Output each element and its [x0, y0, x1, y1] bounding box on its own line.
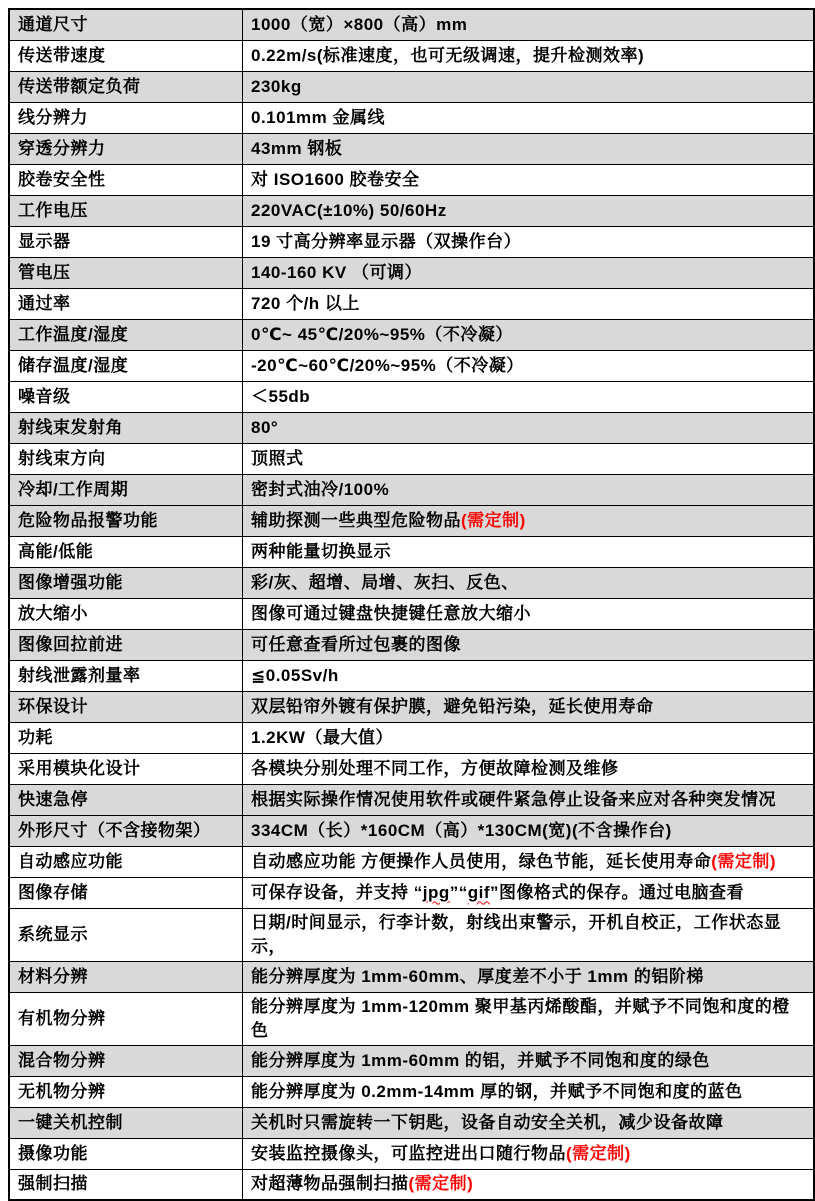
- value-text: 1.2KW（最大值）: [251, 727, 393, 747]
- value-text: 对超薄物品强制扫描: [251, 1174, 409, 1194]
- spec-row: [9, 412, 814, 443]
- spec-row: [9, 660, 814, 691]
- custom-required-note: (需定制): [461, 510, 526, 530]
- spec-row: [9, 1045, 814, 1076]
- spec-value: [243, 1169, 815, 1200]
- value-text: 0.22m/s(标准速度，也可无级调速，提升检测效率): [251, 45, 645, 65]
- spec-value: [243, 1107, 815, 1138]
- spec-value: [243, 567, 815, 598]
- spec-value: [243, 443, 815, 474]
- value-text: ”“: [449, 882, 468, 902]
- value-text: 图像可通过键盘快捷键任意放大缩小: [251, 603, 531, 623]
- spec-row: [9, 443, 814, 474]
- spec-label: 摄像功能: [9, 1138, 243, 1169]
- value-text: 334CM（长）*160CM（高）*130CM(宽)(不含操作台): [251, 820, 672, 840]
- spec-row: [9, 784, 814, 815]
- value-text: 能分辨厚度为 1mm-120mm 聚甲基丙烯酸酯，并赋予不同饱和度的橙色: [251, 996, 790, 1040]
- spec-row: [9, 133, 814, 164]
- spec-label: 危险物品报警功能: [9, 505, 243, 536]
- spec-value: [243, 71, 815, 102]
- spec-label: 功耗: [9, 722, 243, 753]
- value-text: 0.101mm 金属线: [251, 107, 385, 127]
- spec-value: [243, 877, 815, 908]
- spec-label: 传送带额定负荷: [9, 71, 243, 102]
- spec-value: [243, 195, 815, 226]
- value-text: 可保存设备，并支持 “: [251, 882, 423, 902]
- spec-label: 通道尺寸: [9, 9, 243, 40]
- spec-value: [243, 992, 815, 1045]
- spec-row: [9, 753, 814, 784]
- spec-row: [9, 992, 814, 1045]
- spec-row: [9, 629, 814, 660]
- spec-row: [9, 40, 814, 71]
- spec-value: [243, 474, 815, 505]
- spec-label: 线分辨力: [9, 102, 243, 133]
- value-text: 能分辨厚度为 1mm-60mm、厚度差不小于 1mm 的铝阶梯: [251, 966, 704, 986]
- spec-label: 强制扫描: [9, 1169, 243, 1200]
- spec-value: [243, 133, 815, 164]
- spec-row: [9, 350, 814, 381]
- spec-value: [243, 691, 815, 722]
- value-text: 双层铅帘外镀有保护膜，避免铅污染，延长使用寿命: [251, 696, 654, 716]
- value-text: 顶照式: [251, 448, 304, 468]
- spec-row: [9, 505, 814, 536]
- spec-label: 射线束发射角: [9, 412, 243, 443]
- value-text: 19 寸高分辨率显示器（双操作台）: [251, 231, 522, 251]
- spec-label: 自动感应功能: [9, 846, 243, 877]
- spec-row: [9, 1169, 814, 1200]
- spec-label: 显示器: [9, 226, 243, 257]
- spec-row: [9, 381, 814, 412]
- spec-row: [9, 102, 814, 133]
- spec-row: [9, 195, 814, 226]
- spec-label: 采用模块化设计: [9, 753, 243, 784]
- spec-label: 噪音级: [9, 381, 243, 412]
- custom-required-note: (需定制): [408, 1174, 474, 1194]
- spec-row: [9, 567, 814, 598]
- value-text: 能分辨厚度为 1mm-60mm 的铝，并赋予不同饱和度的绿色: [251, 1050, 710, 1070]
- spec-label: 系统显示: [9, 908, 243, 961]
- value-text: 230kg: [251, 76, 302, 96]
- spec-row: [9, 1076, 814, 1107]
- value-text: ≦0.05Sv/h: [251, 665, 339, 685]
- spec-label: 图像回拉前进: [9, 629, 243, 660]
- spec-value: [243, 350, 815, 381]
- value-text: ”图像格式的保存。通过电脑查看: [490, 882, 745, 902]
- value-text: 根据实际操作情况使用软件或硬件紧急停止设备来应对各种突发情况: [251, 789, 776, 809]
- spec-value: [243, 961, 815, 992]
- spec-label: 混合物分辨: [9, 1045, 243, 1076]
- spec-value: [243, 319, 815, 350]
- value-text: 密封式油冷/100%: [251, 479, 390, 499]
- spec-row: [9, 598, 814, 629]
- spec-label: 图像存储: [9, 877, 243, 908]
- value-text: 辅助探测一些典型危险物品: [251, 510, 461, 530]
- spec-row: [9, 722, 814, 753]
- spec-row: [9, 319, 814, 350]
- spec-label: 无机物分辨: [9, 1076, 243, 1107]
- spec-row: [9, 877, 814, 908]
- spec-value: [243, 722, 815, 753]
- spec-label: 一键关机控制: [9, 1107, 243, 1138]
- spec-row: [9, 288, 814, 319]
- spec-label: 储存温度/湿度: [9, 350, 243, 381]
- spec-label: 快速急停: [9, 784, 243, 815]
- value-text: 140-160 KV （可调）: [251, 262, 422, 282]
- value-text: 0℃~ 45℃/20%~95%（不冷凝）: [251, 324, 513, 344]
- spec-value: [243, 1076, 815, 1107]
- spec-label: 传送带速度: [9, 40, 243, 71]
- spec-label: 有机物分辨: [9, 992, 243, 1045]
- value-text: 日期/时间显示，行李计数，射线出束警示，开机自校正，工作状态显示，: [251, 912, 782, 956]
- spec-label: 冷却/工作周期: [9, 474, 243, 505]
- spec-label: 射线泄露剂量率: [9, 660, 243, 691]
- spec-label: 工作温度/湿度: [9, 319, 243, 350]
- spec-value: [243, 660, 815, 691]
- spec-label: 环保设计: [9, 691, 243, 722]
- spec-row: [9, 908, 814, 961]
- spec-label: 穿透分辨力: [9, 133, 243, 164]
- spec-table: [8, 8, 815, 1201]
- spec-label: 材料分辨: [9, 961, 243, 992]
- spec-row: [9, 257, 814, 288]
- spec-value: [243, 1045, 815, 1076]
- spec-row: [9, 71, 814, 102]
- spec-value: [243, 9, 815, 40]
- spec-value: [243, 784, 815, 815]
- spec-row: [9, 815, 814, 846]
- custom-required-note: (需定制): [711, 851, 777, 871]
- value-text: 720 个/h 以上: [251, 293, 360, 313]
- value-text: 1000（宽）×800（高）mm: [251, 14, 468, 34]
- spec-value: [243, 815, 815, 846]
- value-text: 关机时只需旋转一下钥匙，设备自动安全关机，减少设备故障: [251, 1112, 724, 1132]
- spec-row: [9, 691, 814, 722]
- spec-row: [9, 1107, 814, 1138]
- spec-value: [243, 1138, 815, 1169]
- spec-label: 通过率: [9, 288, 243, 319]
- spec-value: [243, 226, 815, 257]
- spec-row: [9, 474, 814, 505]
- spec-value: [243, 288, 815, 319]
- value-text: 对 ISO1600 胶卷安全: [251, 169, 420, 189]
- spec-label: 胶卷安全性: [9, 164, 243, 195]
- custom-required-note: (需定制): [566, 1143, 631, 1163]
- value-text: 可任意查看所过包裹的图像: [251, 634, 461, 654]
- spec-value: [243, 381, 815, 412]
- value-text: ＜55db: [251, 386, 311, 406]
- spec-value: [243, 257, 815, 288]
- spec-value: [243, 505, 815, 536]
- spec-value: [243, 629, 815, 660]
- spec-row: [9, 9, 814, 40]
- spec-row: [9, 846, 814, 877]
- spec-value: [243, 846, 815, 877]
- spec-value: [243, 753, 815, 784]
- spec-label: 外形尺寸（不含接物架）: [9, 815, 243, 846]
- spec-label: 工作电压: [9, 195, 243, 226]
- value-text: 80°: [251, 417, 279, 437]
- spec-row: [9, 1138, 814, 1169]
- spec-value: [243, 164, 815, 195]
- value-text: 220VAC(±10%) 50/60Hz: [251, 200, 447, 220]
- spellcheck-underlined-word: jpg: [422, 882, 450, 902]
- spec-label: 管电压: [9, 257, 243, 288]
- spec-row: [9, 164, 814, 195]
- value-text: 彩/灰、超增、局增、灰扫、反色、: [251, 572, 519, 592]
- spec-label: 图像增强功能: [9, 567, 243, 598]
- spec-row: [9, 961, 814, 992]
- spellcheck-underlined-word: gif: [467, 882, 491, 902]
- spec-table-body: [9, 9, 814, 1200]
- value-text: 43mm 钢板: [251, 138, 343, 158]
- spec-value: [243, 412, 815, 443]
- value-text: -20℃~60℃/20%~95%（不冷凝）: [251, 355, 524, 375]
- spec-value: [243, 908, 815, 961]
- spec-label: 高能/低能: [9, 536, 243, 567]
- value-text: 安装监控摄像头，可监控进出口随行物品: [251, 1143, 566, 1163]
- spec-value: [243, 40, 815, 71]
- spec-value: [243, 102, 815, 133]
- value-text: 各模块分别处理不同工作，方便故障检测及维修: [251, 758, 619, 778]
- value-text: 两种能量切换显示: [251, 541, 391, 561]
- spec-value: [243, 536, 815, 567]
- value-text: 自动感应功能 方便操作人员使用，绿色节能，延长使用寿命: [251, 851, 712, 871]
- spec-value: [243, 598, 815, 629]
- spec-row: [9, 536, 814, 567]
- spec-label: 放大缩小: [9, 598, 243, 629]
- value-text: 能分辨厚度为 0.2mm-14mm 厚的钢，并赋予不同饱和度的蓝色: [251, 1081, 743, 1101]
- spec-label: 射线束方向: [9, 443, 243, 474]
- spec-row: [9, 226, 814, 257]
